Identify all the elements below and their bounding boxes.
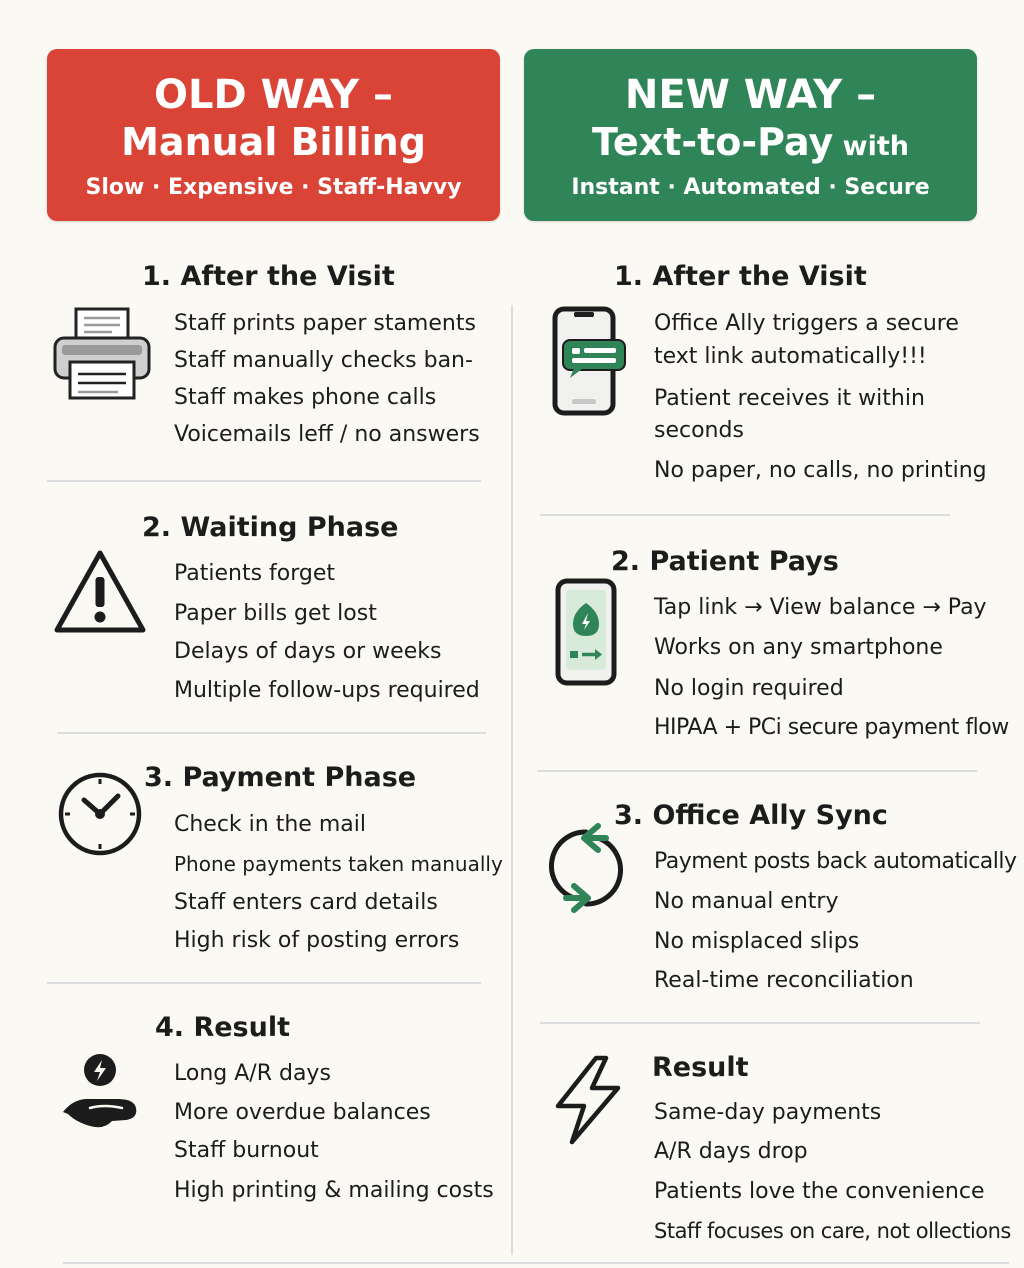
old-section-2-heading: 2. Waiting Phase (142, 512, 399, 543)
clock-icon (56, 770, 144, 858)
list-item: High printing & mailing costs (174, 1178, 494, 1203)
new-section-3-heading: 3. Office Ally Sync (614, 800, 888, 831)
new-way-title: NEW WAY – (624, 72, 877, 118)
phone-message-icon (552, 306, 630, 418)
list-item: Real-time reconciliation (654, 968, 914, 993)
list-item: Paper bills get lost (174, 601, 377, 626)
list-item: Voicemails leff / no answers (174, 422, 480, 447)
old-section-1-heading: 1. After the Visit (142, 261, 395, 292)
list-item: Same-day payments (654, 1100, 882, 1125)
old-way-tagline: Slow · Expensive · Staff-Havvy (85, 175, 462, 200)
list-item: Staff makes phone calls (174, 385, 437, 410)
list-item: Check in the mail (174, 812, 366, 837)
list-item: text link automatically!!! (654, 344, 927, 369)
list-item: Staff burnout (174, 1138, 319, 1163)
list-item: Long A/R days (174, 1061, 331, 1086)
list-item: No login required (654, 676, 844, 701)
list-item: No misplaced slips (654, 929, 860, 954)
new-way-banner (524, 49, 977, 221)
phone-payment-icon (555, 578, 617, 686)
new-way-subtitle (524, 119, 977, 170)
old-divider-2 (57, 732, 486, 734)
list-item: High risk of posting errors (174, 928, 460, 953)
new-divider-2 (537, 770, 977, 772)
hand-coin-icon (60, 1052, 140, 1132)
list-item: Multiple follow-ups required (174, 678, 480, 703)
old-way-title: OLD WAY – (154, 72, 393, 118)
list-item: Staff focuses on care, not ollections (654, 1219, 1011, 1243)
bottom-divider (63, 1262, 1009, 1264)
list-item: Office Ally triggers a secure (654, 311, 959, 336)
list-item: Patient receives it within (654, 386, 925, 411)
list-item: No paper, no calls, no printing (654, 458, 987, 483)
old-section-3-heading: 3. Payment Phase (144, 762, 417, 793)
list-item: Patients love the convenience (654, 1179, 985, 1204)
list-item: Staff prints paper staments (174, 311, 476, 336)
new-section-1-heading: 1. After the Visit (614, 261, 867, 292)
new-way-subtitle-small: with (833, 131, 909, 162)
new-way-tagline: Instant · Automated · Secure (571, 175, 930, 200)
list-item: Phone payments taken manually (174, 852, 503, 876)
list-item: Patients forget (174, 561, 336, 586)
warning-icon (52, 548, 148, 636)
new-way-subtitle-main: Text-to-Pay (592, 120, 834, 164)
sync-arrows-icon (546, 820, 626, 916)
list-item: A/R days drop (654, 1139, 808, 1164)
old-way-banner (47, 49, 500, 221)
old-section-4-heading: 4. Result (155, 1012, 290, 1043)
old-divider-3 (47, 982, 481, 984)
list-item: Tap link → View balance → Pay (654, 595, 987, 620)
list-item: Works on any smartphone (654, 635, 943, 660)
lightning-icon (552, 1054, 624, 1146)
old-way-subtitle: Manual Billing (121, 120, 426, 164)
list-item: Staff manually checks ban- (174, 348, 473, 373)
new-divider-3 (540, 1022, 980, 1024)
column-divider (511, 305, 513, 1255)
list-item: No manual entry (654, 889, 839, 914)
new-section-2-heading: 2. Patient Pays (611, 546, 839, 577)
old-divider-1 (47, 480, 481, 482)
list-item: Staff enters card details (174, 890, 438, 915)
list-item: HIPAA + PCi secure payment flow (654, 715, 1009, 740)
list-item: Payment posts back automatically (654, 849, 1017, 874)
list-item: seconds (654, 418, 744, 443)
list-item: Delays of days or weeks (174, 639, 442, 664)
list-item: More overdue balances (174, 1100, 431, 1125)
new-divider-1 (540, 514, 950, 516)
new-section-4-heading: Result (652, 1052, 749, 1083)
printer-icon (52, 306, 152, 402)
